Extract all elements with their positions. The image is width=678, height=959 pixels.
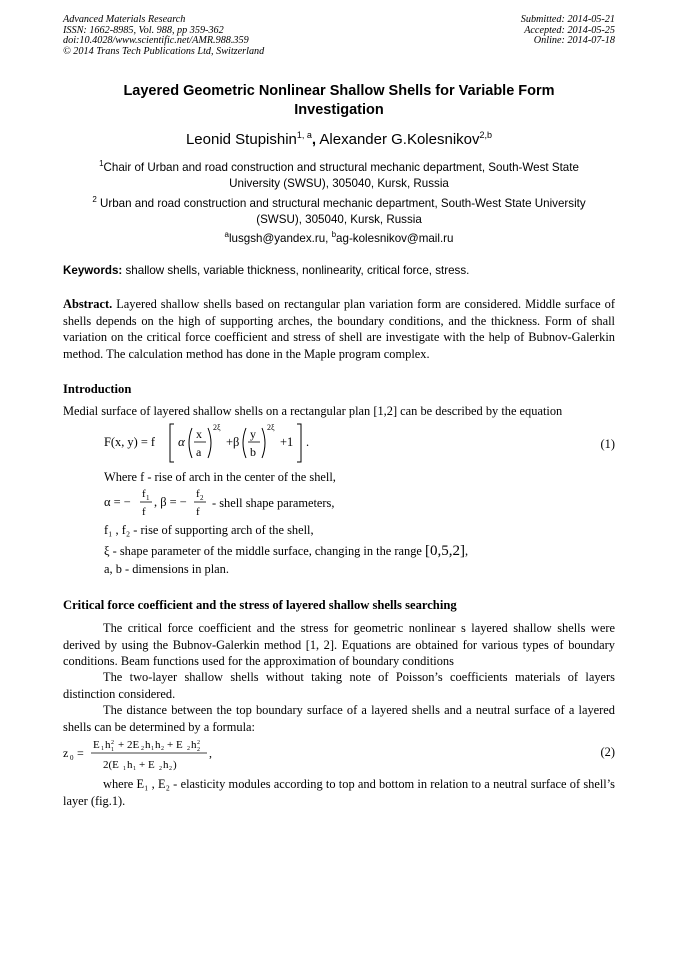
svg-text:+ E: + E [167, 739, 183, 751]
svg-text:α = −: α = − [104, 495, 131, 509]
submitted-date: Submitted: 2014-05-21 [520, 14, 615, 25]
abstract-label: Abstract. [63, 297, 113, 311]
keywords-text: shallow shells, variable thickness, nonlinearity, critical force, stress. [122, 264, 470, 277]
email-a: lusgsh@yandex.ru, [228, 231, 332, 245]
equation-2 [63, 734, 263, 774]
section-2-paragraph-4: where E₁ , E₂ - elasticity modules according to top and bottom in relation to a neutral surface of shell’s layer (fig.1). [63, 777, 615, 808]
svg-text:h: h [163, 759, 169, 771]
svg-text:f: f [196, 506, 200, 518]
keywords-label: Keywords: [63, 264, 123, 277]
intro-paragraph: Medial surface of layered shallow shells on a rectangular plan [1,2] can be described by the equation [63, 404, 563, 418]
title-line-1: Layered Geometric Nonlinear Shallow Shells for Variable Form [123, 83, 555, 99]
section-2-paragraph-2: The two-layer shallow shells without taking note of Poisson’s coefficients materials of layers distinction considered. [63, 670, 615, 701]
intro-heading: Introduction [63, 382, 132, 396]
svg-text:1: 1 [151, 746, 154, 752]
aff2-line2: (SWSU), 305040, Kursk, Russia [256, 212, 422, 226]
where-line-4 [104, 543, 468, 560]
affiliation-1 [70, 156, 608, 192]
svg-text:2: 2 [161, 746, 164, 752]
journal-name: Advanced Materials Research [63, 14, 186, 25]
svg-text:2: 2 [141, 746, 144, 752]
xi-symbol: ξ [104, 544, 110, 558]
svg-text:+1: +1 [280, 435, 294, 449]
svg-text:0: 0 [70, 754, 74, 762]
keywords [63, 264, 615, 277]
email-a-sup: a [224, 230, 229, 239]
equation-1-label: (1) [600, 437, 615, 451]
svg-text:2: 2 [187, 746, 190, 752]
dates-header [521, 15, 615, 47]
doi: doi:10.4028/www.scientific.net/AMR.988.359 [63, 35, 249, 47]
emails [63, 230, 615, 245]
online-date: Online: 2014-07-18 [533, 35, 615, 47]
section-2-paragraph-1: The critical force coefficient and the stress for geometric nonlinear s layered shallow shells were derived by using the Bubnov-Galerkin method [1, 2]. Equations are obtained for various types of boundary conditions. Beam functions used for the approximation of boundary conditions [63, 621, 615, 669]
svg-text:f: f [142, 506, 146, 518]
author-2-sup: 2,b [479, 130, 493, 140]
aff1-line2: University (SWSU), 305040, Kursk, Russia [229, 176, 449, 190]
svg-text:h: h [127, 759, 133, 771]
authors [63, 130, 615, 148]
svg-text:1: 1 [111, 747, 114, 753]
accepted-date: Accepted: 2014-05-25 [524, 24, 615, 36]
svg-text:+ E: + E [139, 759, 155, 771]
svg-text:2: 2 [159, 766, 162, 772]
aff2-line1: Urban and road construction and structural mechanic department, South-West State University [96, 196, 586, 210]
abstract [63, 296, 615, 362]
svg-text:f: f [142, 488, 146, 500]
equation-2-label: (2) [600, 745, 615, 759]
svg-text:+ 2E: + 2E [118, 739, 140, 751]
issn: ISSN: 1662-8985, Vol. 988, pp 359-362 [63, 24, 224, 36]
svg-text:,: , [209, 746, 212, 760]
title-line-2: Investigation [294, 102, 384, 118]
svg-text:a: a [196, 445, 202, 459]
email-b: ag-kolesnikov@mail.ru [336, 231, 454, 245]
svg-text:2: 2 [197, 740, 200, 746]
svg-text:=: = [77, 746, 84, 760]
aff2-sup: 2 [92, 195, 97, 204]
svg-text:E: E [93, 739, 100, 751]
svg-text:2(E: 2(E [103, 759, 119, 771]
svg-text:F(x, y) = f: F(x, y) = f [104, 435, 156, 449]
svg-text:): ) [173, 759, 177, 771]
equation-1 [104, 420, 324, 464]
svg-text:1: 1 [133, 766, 136, 772]
svg-text:2: 2 [197, 747, 200, 753]
svg-text:.: . [306, 435, 310, 449]
svg-text:2ξ: 2ξ [267, 423, 275, 432]
affiliation-2 [70, 192, 608, 228]
shape-parameters-formula [104, 484, 214, 522]
where-line-4-end: , [465, 544, 469, 558]
section-2-heading: Critical force coefficient and the stress of layered shallow shells searching [63, 598, 457, 612]
author-1-sup: 1, a [296, 130, 312, 140]
section-2-paragraph-3: The distance between the top boundary surface of a layered shells and a neutral surface of a layered shells can be determined by a formula: [63, 703, 615, 734]
svg-text:x: x [196, 427, 202, 441]
svg-text:2: 2 [169, 766, 172, 772]
svg-text:1: 1 [123, 766, 126, 772]
email-b-sup: b [331, 230, 337, 239]
svg-text:1: 1 [101, 746, 104, 752]
svg-text:α: α [178, 434, 185, 449]
svg-text:h: h [145, 739, 151, 751]
svg-text:2ξ: 2ξ [213, 423, 221, 432]
aff1-sup: 1 [99, 159, 104, 168]
svg-text:z: z [63, 746, 69, 760]
paper-title [63, 82, 615, 120]
range-value: [0,5,2] [425, 543, 466, 559]
where-line-2: - shell shape parameters, [212, 496, 335, 510]
journal-header [63, 15, 264, 57]
where-line-1: Where f - rise of arch in the center of the shell, [104, 470, 336, 484]
author-2: Alexander G.Kolesnikov [316, 131, 480, 148]
svg-text:h: h [155, 739, 161, 751]
author-1: Leonid Stupishin [185, 131, 297, 148]
author-separator: , [311, 131, 317, 148]
svg-text:2: 2 [111, 740, 114, 746]
where-line-5: a, b - dimensions in plan. [104, 562, 229, 576]
svg-text:h: h [105, 739, 111, 751]
copyright: © 2014 Trans Tech Publications Ltd, Switzerland [63, 45, 265, 57]
svg-text:f: f [196, 488, 200, 500]
aff1-line1: Chair of Urban and road construction and structural mechanic department, South-West State [103, 160, 579, 174]
svg-text:, β = −: , β = − [154, 495, 187, 509]
svg-text:h: h [191, 739, 197, 751]
where-line-3: f₁ , f₂ - rise of supporting arch of the shell, [104, 523, 314, 537]
svg-text:2: 2 [200, 494, 204, 502]
abstract-text: Layered shallow shells based on rectangular plan variation form are considered. Middle surface of shells depends on the high of supporting arches, the boundary conditions, and the thickness. Form of shall variation on the critical force coefficient and stress of shell are investigate with the help of Bubnov-Galerkin method. The calculation method has done in the Maple program complex. [63, 297, 615, 361]
svg-text:y: y [250, 427, 256, 441]
svg-text:b: b [250, 445, 256, 459]
where-line-4-text: - shape parameter of the middle surface, changing in the range [109, 544, 426, 558]
svg-text:+β: +β [226, 435, 240, 449]
svg-text:1: 1 [146, 494, 150, 502]
